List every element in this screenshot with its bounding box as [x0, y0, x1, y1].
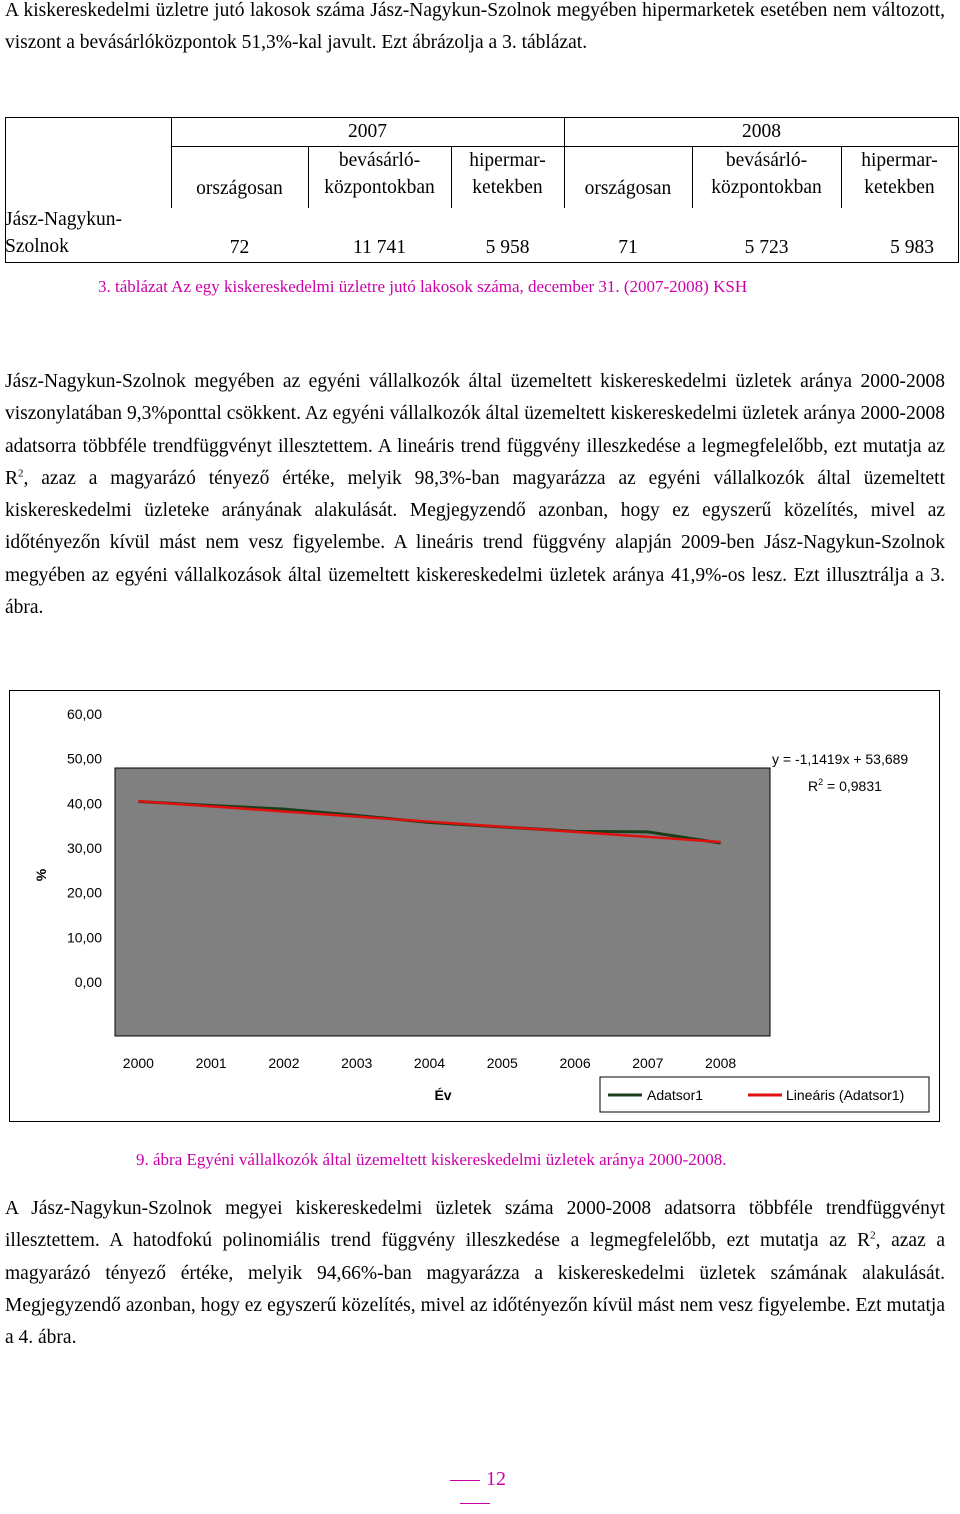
- table-row-label: [5, 206, 175, 260]
- table-row-label-line1: Jász-Nagykun-: [5, 209, 122, 230]
- legend-label-linear: Lineáris (Adatsor1): [786, 1087, 905, 1103]
- x-tick-label: 2002: [268, 1055, 300, 1071]
- x-tick-label: 2005: [486, 1055, 518, 1071]
- polynomial-paragraph: [5, 1193, 945, 1354]
- table-row-label-line2: Szolnok: [5, 236, 69, 257]
- table-header-bevasarlo-line2: központokban: [324, 177, 435, 198]
- x-tick-label: 2008: [705, 1055, 737, 1071]
- table-cell: 72: [229, 237, 250, 258]
- table-header-hipermarket-2008: [841, 147, 958, 201]
- y-tick-label: 0,00: [74, 974, 102, 990]
- y-tick-label: 30,00: [66, 840, 102, 856]
- y-tick-label: 40,00: [66, 795, 102, 812]
- table-header-hipermarket-line2: ketekben: [472, 177, 543, 198]
- table-cell: 11 741: [353, 237, 406, 258]
- y-tick-label: 10,00: [66, 929, 102, 946]
- table-year-2007: 2007: [348, 121, 387, 142]
- superscript: 2: [18, 467, 24, 480]
- y-axis-label: %: [33, 868, 49, 882]
- table-header-bevasarlo-2008-line2: központokban: [711, 177, 822, 198]
- table-header-hipermarket: [451, 147, 564, 201]
- table-header-bevasarlo-2008: [692, 147, 841, 201]
- table-header-orszagosan-2008: országosan: [584, 178, 672, 199]
- x-tick-label: 2006: [559, 1055, 591, 1071]
- x-tick-label: 2004: [413, 1055, 446, 1071]
- intro-paragraph: A kiskereskedelmi üzletre jutó lakosok száma Jász-Nagykun-Szolnok megyében hipermarketek esetében nem változott, viszont a bevásárlóközpontok 51,3%-kal javult. Ezt ábrázolja a 3. táblázat.: [5, 0, 945, 54]
- table-header-hipermarket-2008-line1: hipermar-: [861, 150, 938, 171]
- x-tick-label: 2003: [341, 1055, 373, 1071]
- table-header-bevasarlo-line1: bevásárló-: [338, 150, 421, 171]
- page-number-dash: [460, 1503, 490, 1504]
- superscript: 2: [870, 1229, 876, 1242]
- x-tick-label: 2000: [122, 1055, 154, 1071]
- x-tick-label: 2007: [632, 1055, 664, 1071]
- x-tick-label: 2001: [195, 1055, 227, 1071]
- trend-paragraph-part2: , azaz a magyarázó tényező értéke, melyik 98,3%-ban magyarázza az egyéni vállalkozók által üzemeltett kiskereskedelmi üzleteke arányának alakulását. Megjegyzendő azonban, hogy ez egyszerű közelítés, mivel az időtényezőn kívül mást nem vesz figyelembe. A lineáris trend függvény alapján 2009-ben Jász-Nagykun-Szolnok megyében az egyéni vállalkozások által üzemeltett kiskereskedelmi üzletek aránya 41,9%-os lesz. Ezt illusztrálja a 3. ábra.: [5, 467, 945, 619]
- table-header-hipermarket-line1: hipermar-: [469, 150, 546, 171]
- y-tick-label: 60,00: [66, 706, 102, 722]
- page-number-value: 12: [486, 1468, 506, 1490]
- table-header-bevasarlo: [308, 147, 451, 201]
- table-cell: 5 983: [890, 237, 934, 258]
- chart-caption: 9. ábra Egyéni vállalkozók által üzemeltett kiskereskedelmi üzletek aránya 2000-2008.: [136, 1150, 727, 1169]
- table-cell: 71: [618, 237, 638, 258]
- polynomial-paragraph-part1: A Jász-Nagykun-Szolnok megyei kiskereskedelmi üzletek száma 2000-2008 adatsorra többféle trendfüggvényt illesztettem. A hatodfokú polinomiális trend függvény illeszkedése a legmegfelelőbb, ezt mutatja az R: [5, 1198, 945, 1252]
- table-cell: 5 958: [485, 237, 530, 258]
- trend-paragraph-part1: Jász-Nagykun-Szolnok megyében az egyéni vállalkozók által üzemeltett kiskereskedelmi üzletek aránya 2000-2008 viszonylatában 9,3%ponttal csökkent. Az egyéni vállalkozók által üzemeltett kiskereskedelmi üzletek aránya 2000-2008 adatsorra többféle trendfüggvényt illesztettem. A lineáris trend függvény illeszkedése a legmegfelelőbb, ezt mutatja az R: [5, 371, 945, 489]
- chart-svg: [10, 691, 941, 1123]
- table-year-2008: 2008: [742, 121, 781, 142]
- table-caption: 3. táblázat Az egy kiskereskedelmi üzletre jutó lakosok száma, december 31. (2007-2008) KSH: [98, 277, 748, 296]
- line-chart: [9, 690, 940, 1122]
- x-axis-label: Év: [434, 1087, 452, 1103]
- table-header-bevasarlo-2008-line1: bevásárló-: [725, 150, 808, 171]
- page-number: [430, 1468, 520, 1514]
- y-tick-label: 20,00: [66, 884, 102, 901]
- table-cell: 5 723: [744, 237, 789, 258]
- data-table: [5, 117, 959, 263]
- trendline-equation: y = -1,1419x + 53,689: [772, 751, 909, 767]
- page-number-dash: [450, 1480, 480, 1481]
- trend-paragraph: [5, 366, 945, 624]
- table-header-orszagosan: országosan: [196, 178, 283, 199]
- y-tick-label: 50,00: [66, 750, 102, 767]
- table-header-hipermarket-2008-line2: ketekben: [864, 177, 935, 198]
- plot-area: [115, 768, 770, 1036]
- polynomial-paragraph-part2: , azaz a magyarázó tényező értéke, melyik 94,66%-ban magyarázza a kiskereskedelmi üzletek számának alakulását. Megjegyzendő azonban, hogy ez egyszerű közelítés, mivel az időtényezőn kívül mást nem vesz figyelembe. Ezt mutatja a 4. ábra.: [5, 1230, 946, 1349]
- legend-label-adatsor1: Adatsor1: [647, 1087, 704, 1103]
- r-squared-label: $R^2 = 0,9831$: [808, 777, 882, 794]
